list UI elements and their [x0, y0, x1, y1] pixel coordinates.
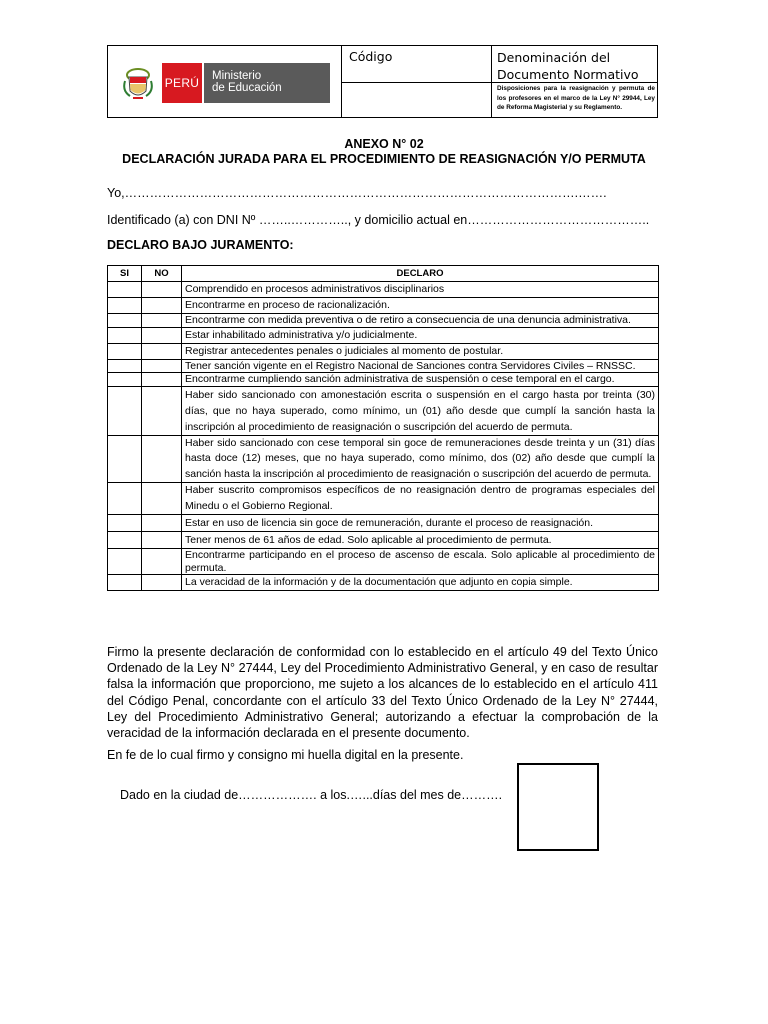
header-si: SI — [108, 266, 142, 282]
declaration-item: Haber sido sancionado con cese temporal sin goce de remuneraciones desde treinta y un (31) días hasta doce (12) meses, que no haya superado, como mínimo, dos (02) año desde que cumplí la sanción hasta la inscripción al procedimiento de reasignación o suscripción del acuerdo de permuta. — [182, 435, 659, 483]
codigo-label: Código — [349, 49, 393, 64]
no-checkbox-cell[interactable] — [142, 515, 182, 532]
si-checkbox-cell[interactable] — [108, 549, 142, 575]
si-checkbox-cell[interactable] — [108, 532, 142, 549]
no-checkbox-cell[interactable] — [142, 386, 182, 435]
si-checkbox-cell[interactable] — [108, 314, 142, 328]
table-row — [108, 298, 659, 314]
declaration-item: Haber sido sancionado con amonestación escrita o suspensión en el cargo hasta por treinta (30) días, que no haya superado, como mínimo, un (01) año desde que cumplí la sanción hasta la inscripción al procedimiento de reasignación o suscripción del acuerdo de permuta. — [182, 386, 659, 435]
en-fe-line: En fe de lo cual firmo y consigno mi huella digital en la presente. — [107, 748, 464, 762]
coat-of-arms-icon — [120, 63, 156, 103]
no-checkbox-cell[interactable] — [142, 298, 182, 314]
declaration-item: Comprendido en procesos administrativos disciplinarios — [182, 282, 659, 298]
declaration-table — [107, 265, 659, 591]
denominacion-label: Denominación del Documento Normativo — [497, 50, 639, 82]
table-row — [108, 373, 659, 387]
table-row — [108, 575, 659, 591]
declaration-item: Registrar antecedentes penales o judiciales al momento de postular. — [182, 343, 659, 359]
no-checkbox-cell[interactable] — [142, 359, 182, 373]
declaration-item: Encontrarme en proceso de racionalización. — [182, 298, 659, 314]
table-row — [108, 532, 659, 549]
table-row — [108, 327, 659, 343]
peru-label: PERÚ — [162, 63, 202, 103]
table-row — [108, 282, 659, 298]
no-checkbox-cell[interactable] — [142, 314, 182, 328]
no-checkbox-cell[interactable] — [142, 327, 182, 343]
si-checkbox-cell[interactable] — [108, 343, 142, 359]
si-checkbox-cell[interactable] — [108, 386, 142, 435]
dado-line: Dado en la ciudad de………………. a los.…...días del mes de………. — [120, 788, 503, 802]
dni-field-line: Identificado (a) con DNI Nº ……..………….., y domicilio actual en…………………………………….. — [107, 213, 650, 227]
declaration-item: Estar inhabilitado administrativa y/o judicialmente. — [182, 327, 659, 343]
no-checkbox-cell[interactable] — [142, 549, 182, 575]
no-checkbox-cell[interactable] — [142, 373, 182, 387]
declaration-item: Haber suscrito compromisos específicos de no reasignación dentro de programas especiales del Minedu o el Gobierno Regional. — [182, 483, 659, 515]
si-checkbox-cell[interactable] — [108, 282, 142, 298]
table-row — [108, 515, 659, 532]
ministry-line-1: Ministerio — [212, 70, 262, 82]
no-checkbox-cell[interactable] — [142, 483, 182, 515]
declaration-item: Encontrarme con medida preventiva o de retiro a consecuencia de una denuncia administrativa. — [182, 314, 659, 328]
table-row — [108, 359, 659, 373]
header-declaro: DECLARO — [182, 266, 659, 282]
declaration-item: Encontrarme cumpliendo sanción administrativa de suspensión o cese temporal en el cargo. — [182, 373, 659, 387]
no-checkbox-cell[interactable] — [142, 532, 182, 549]
si-checkbox-cell[interactable] — [108, 435, 142, 483]
no-checkbox-cell[interactable] — [142, 343, 182, 359]
table-row — [108, 386, 659, 435]
declaro-heading: DECLARO BAJO JURAMENTO: — [107, 238, 294, 252]
si-checkbox-cell[interactable] — [108, 359, 142, 373]
table-row — [108, 483, 659, 515]
si-checkbox-cell[interactable] — [108, 327, 142, 343]
ministry-line-2: de Educación — [212, 82, 282, 94]
si-checkbox-cell[interactable] — [108, 575, 142, 591]
declaration-item: Tener menos de 61 años de edad. Solo aplicable al procedimiento de permuta. — [182, 532, 659, 549]
ministry-label — [204, 63, 330, 103]
table-header-row — [108, 266, 659, 282]
declaration-item: Estar en uso de licencia sin goce de remuneración, durante el proceso de reasignación. — [182, 515, 659, 532]
firmo-paragraph: Firmo la presente declaración de conformidad con lo establecido en el artículo 49 del Texto Único Ordenado de la Ley N° 27444, Ley del Procedimiento Administrativo General, y en caso de resultar falsa la información que proporciono, me sujeto a los alcances de lo establecido en el artículo 411 del Código Penal, concordante con el artículo 33 del Texto Único Ordenado de la Ley N° 27444, Ley del Procedimiento Administrativo General; autorizando a efectuar la comprobación de la veracidad de la información declarada en el presente documento. — [107, 645, 658, 741]
no-checkbox-cell[interactable] — [142, 575, 182, 591]
no-checkbox-cell[interactable] — [142, 435, 182, 483]
fingerprint-box — [517, 763, 599, 851]
table-row — [108, 549, 659, 575]
yo-field-line: Yo,……………………………………………………………………………………………….……. — [107, 186, 607, 200]
no-checkbox-cell[interactable] — [142, 282, 182, 298]
declaration-item: La veracidad de la información y de la documentación que adjunto en copia simple. — [182, 575, 659, 591]
declaration-item: Tener sanción vigente en el Registro Nacional de Sanciones contra Servidores Civiles – RNSSC. — [182, 359, 659, 373]
si-checkbox-cell[interactable] — [108, 298, 142, 314]
table-row — [108, 314, 659, 328]
table-row — [108, 435, 659, 483]
header-no: NO — [142, 266, 182, 282]
disposiciones-text: Disposiciones para la reasignación y permuta de los profesores en el marco de la Ley N° 29944, Ley de Reforma Magisterial y su Reglamento. — [497, 85, 655, 111]
declaration-title: DECLARACIÓN JURADA PARA EL PROCEDIMIENTO DE REASIGNACIÓN Y/O PERMUTA — [122, 152, 646, 166]
annex-title: ANEXO N° 02 — [344, 137, 424, 151]
document-header-table — [107, 45, 658, 118]
si-checkbox-cell[interactable] — [108, 373, 142, 387]
si-checkbox-cell[interactable] — [108, 515, 142, 532]
si-checkbox-cell[interactable] — [108, 483, 142, 515]
table-row — [108, 343, 659, 359]
declaration-item: Encontrarme participando en el proceso de ascenso de escala. Solo aplicable al procedimiento de permuta. — [182, 549, 659, 575]
minedu-logo — [120, 61, 330, 105]
